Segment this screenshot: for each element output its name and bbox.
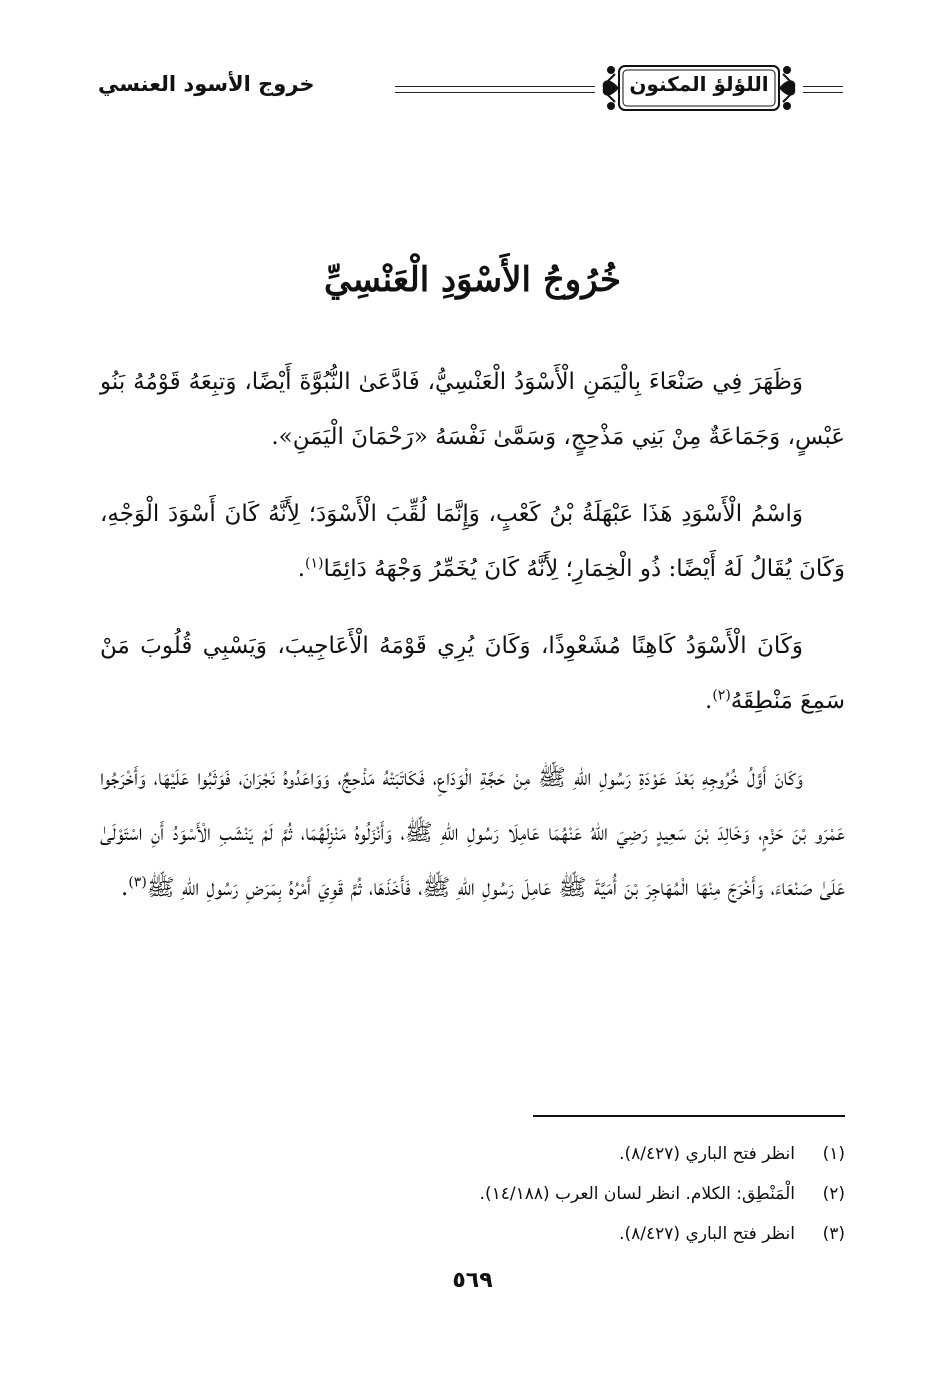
paragraph-tail: . (121, 875, 129, 901)
footnote-ref-3[interactable]: (٣) (128, 874, 147, 891)
paragraph-text: وَظَهَرَ فِي صَنْعَاءَ بِالْيَمَنِ الْأَسْوَدُ الْعَنْسِيُّ، فَادَّعَىٰ النُّبُوَّةَ أَيْضًا، وَتبِعَهُ قَوْمُهُ بَنُو عَبْسٍ، وَجَمَاعَةٌ مِنْ بَنِي مَذْحِجٍ، وَسَمَّىٰ نَفْسَهُ «رَحْمَانَ الْيَمَنِ». (100, 369, 845, 450)
book-title: اللؤلؤ المكنون (629, 72, 769, 96)
footnote-ref-2[interactable]: (٢) (712, 687, 731, 704)
footnotes (100, 1134, 845, 1254)
paragraph-tail: . (705, 688, 713, 714)
section-title: خُرُوجُ الأَسْوَدِ الْعَنْسِيِّ (324, 260, 621, 300)
paragraph-text: وَكَانَ أَوَّلُ خُرُوجِهِ بَعْدَ عَوْدَةِ رَسُولِ اللهِ ﷺ مِنْ حَجَّةِ الْوَدَاعِ، فَكَاتَبَتْهُ مَذْحِجٌ، وَوَاعَدُوهُ نَجْرَانَ، فَوَثَبُوا عَلَيْهَا، وَأَخْرَجُوا عَمْرَو بْنَ حَزْمٍ، وَخَالِدَ بْنَ سَعِيدٍ رَضِيَ اللهُ عَنْهُمَا عَامِلَا رَسُولِ اللهِ ﷺ، وَأَنْزَلُوهُ مَنْزِلَهُمَا، ثُمَّ لَمْ يَنْشَبِ الْأَسْوَدُ أَنِ اسْتَوْلَىٰ عَلَىٰ صَنْعَاءَ، وَأَخْرَجَ مِنْهَا الْمُهَاجِرَ بْنَ أُمَيَّةَ ﷺ عَامِلَ رَسُولِ اللهِ ﷺ، فَأَخَذَهَا، ثُمَّ قَوِيَ أَمْرُهُ بِمَرَضِ رَسُولِ اللهِ ﷺ (100, 765, 845, 901)
chapter-title-header: خروج الأسود العنسي (98, 72, 315, 96)
paragraph-4 (100, 751, 845, 916)
footnote-3 (100, 1214, 845, 1254)
paragraph-text: وَاسْمُ الْأَسْوَدِ هَذَا عَبْهَلَةُ بْنُ كَعْبٍ، وَإِنَّمَا لُقِّبَ الْأَسْوَدَ؛ لِأَنَّهُ كَانَ أَسْوَدَ الْوَجْهِ، وَكَانَ يُقَالُ لَهُ أَيْضًا: ذُو الْخِمَارِ؛ لِأَنَّهُ كَانَ يُخَمِّرُ وَجْهَهُ دَائِمًا (100, 501, 845, 582)
paragraph-text: وَكَانَ الْأَسْوَدُ كَاهِنًا مُشَعْوِذًا، وَكَانَ يُرِي قَوْمَهُ الْأَعَاجِيبَ، وَيَسْبِي قُلُوبَ مَنْ سَمِعَ مَنْطِقَهُ (100, 633, 845, 714)
paragraph-tail: . (297, 556, 306, 582)
paragraph-2 (100, 487, 845, 597)
footnote-2 (100, 1174, 845, 1214)
paragraph-3 (100, 619, 845, 729)
page-number: ٥٦٩ (452, 1268, 493, 1293)
paragraph-1 (100, 355, 845, 465)
footnote-text: انظر فتح الباري (٨/٤٢٧). (619, 1224, 795, 1244)
footnote-number: (٢) (822, 1184, 845, 1204)
body-text (100, 355, 845, 938)
footnote-number: (١) (822, 1144, 845, 1164)
running-header (98, 58, 843, 120)
footnote-text: انظر فتح الباري (٨/٤٢٧). (619, 1144, 795, 1164)
footnote-text: الْمَنْطِق: الكلام. انظر لسان العرب (١٤/١٨٨). (479, 1184, 795, 1204)
header-rule-middle (395, 86, 595, 93)
footnote-1 (100, 1134, 845, 1174)
footnote-number: (٣) (822, 1224, 845, 1244)
header-rule-right (803, 86, 843, 93)
footnote-separator (533, 1115, 845, 1117)
book-title-ornament-frame (597, 58, 801, 118)
footnote-ref-1[interactable]: (١) (305, 555, 324, 572)
